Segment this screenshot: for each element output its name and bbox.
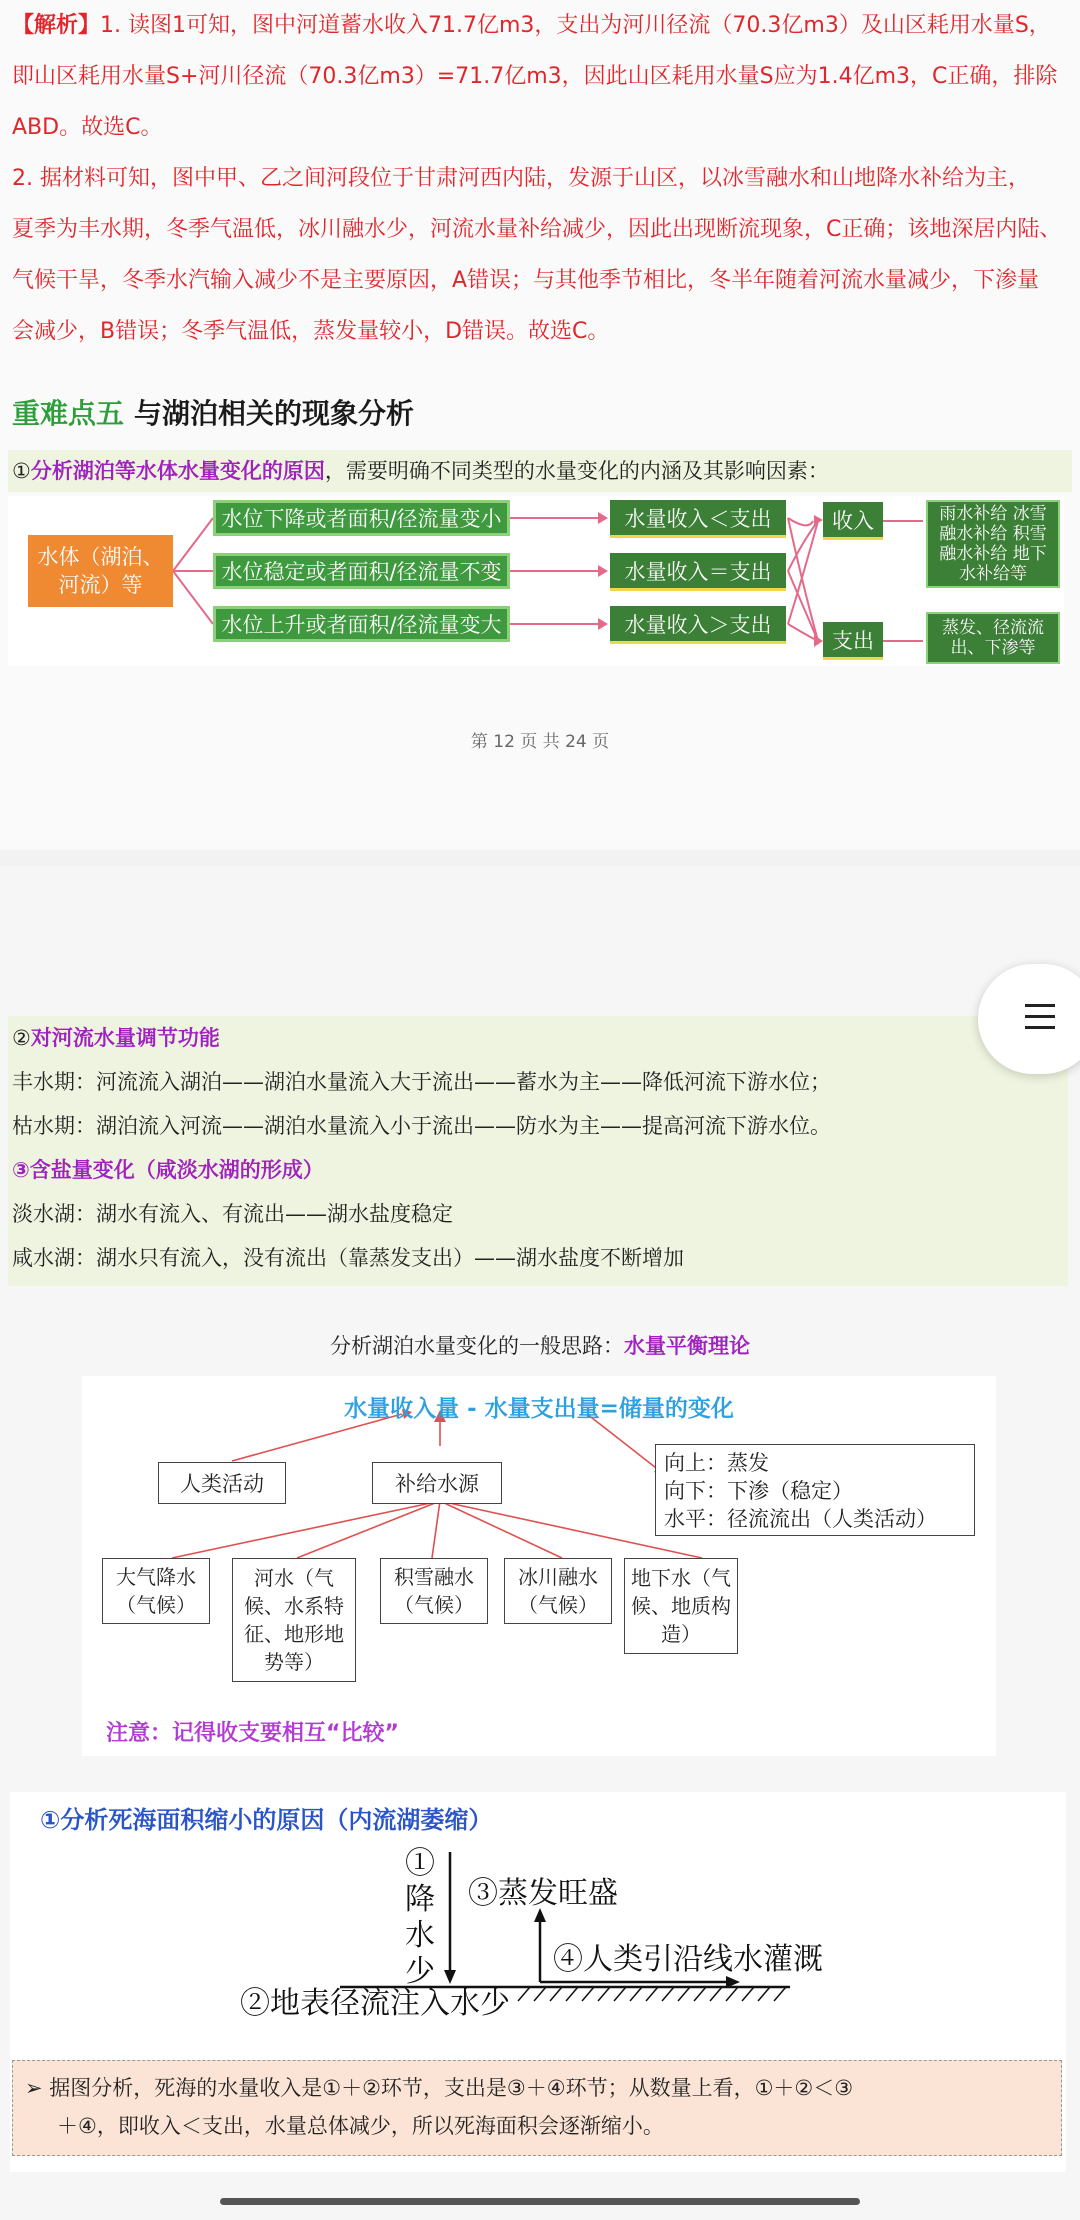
state-box-increase: 水位上升或者面积/径流量变大 xyxy=(213,606,510,642)
source-precipitation: 大气降水（气候） xyxy=(102,1558,210,1624)
output-horizontal: 水平：径流流出（人类活动） xyxy=(664,1507,937,1531)
label-irrigation: ④人类引沿线水灌溉 xyxy=(553,1942,823,1977)
income-items-box: 雨水补给 冰雪融水补给 积雪融水补给 地下水补给等 xyxy=(926,500,1060,588)
source-river: 河水（气候、水系特征、地形地势等） xyxy=(232,1558,356,1682)
analysis-line: 即山区耗用水量S+河川径流（70.3亿m3）=71.7亿m3，因此山区耗用水量S应为1.4亿m3，C正确，排除 xyxy=(12,64,1058,89)
water-change-flowchart xyxy=(8,496,1064,666)
analysis-line: 气候干旱，冬季水汽输入减少不是主要原因，A错误；与其他季节相比，冬半年随着河流水量减少，下渗量 xyxy=(12,268,1040,293)
subsection-text: ，需要明确不同类型的水量变化的内涵及其影响因素： xyxy=(324,459,829,483)
caption-highlight: 水量平衡理论 xyxy=(624,1334,750,1358)
section-heading xyxy=(12,392,414,432)
supply-source-box: 补给水源 xyxy=(372,1462,502,1504)
balance-box-equal: 水量收入＝支出 xyxy=(610,553,786,591)
analysis-tag: 【解析】 xyxy=(12,13,101,38)
label-precipitation: ①降水少 xyxy=(405,1846,435,1989)
income-box: 收入 xyxy=(823,502,883,540)
section-title: 与湖泊相关的现象分析 xyxy=(134,397,415,430)
source-glacier: 冰川融水（气候） xyxy=(504,1558,612,1624)
subsection-water-change xyxy=(8,450,1072,492)
dead-sea-diagram xyxy=(10,1792,1066,2062)
hamburger-menu-icon xyxy=(1025,1004,1055,1037)
regulation-wet: 丰水期：河流流入湖泊——湖泊水量流入大于流出——蓄水为主——降低河流下游水位； xyxy=(12,1070,831,1094)
balance-caption xyxy=(0,1330,1080,1360)
home-indicator[interactable] xyxy=(220,2198,860,2205)
water-balance-diagram xyxy=(82,1376,996,1756)
document-page-1 xyxy=(0,0,1080,850)
dead-sea-title: ①分析死海面积缩小的原因（内流湖萎缩） xyxy=(40,1806,493,1834)
expense-box: 支出 xyxy=(823,622,883,660)
dead-sea-analysis xyxy=(12,2060,1062,2156)
regulation-num: ② xyxy=(12,1026,31,1050)
source-groundwater: 地下水（气候、地质构造） xyxy=(624,1558,738,1654)
analysis-line: ABD。故选C。 xyxy=(12,115,163,140)
source-snowmelt: 积雪融水（气候） xyxy=(380,1558,488,1624)
analysis-line: 1. 读图1可知，图中河道蓄水收入71.7亿m3，支出为河川径流（70.3亿m3）及山区耗用水量S， xyxy=(100,13,1051,38)
salinity-title: 含盐量变化（咸淡水湖的形成） xyxy=(29,1158,324,1182)
analysis-line: 2. 据材料可知，图中甲、乙之间河段位于甘肃河西内陆，发源于山区，以冰雪融水和山地降水补给为主， xyxy=(12,166,1030,191)
dead-sea-section xyxy=(10,1792,1066,2172)
salinity-num: ③ xyxy=(12,1158,30,1182)
regulation-title: 对河流水量调节功能 xyxy=(30,1026,220,1050)
output-up: 向上：蒸发 xyxy=(664,1451,769,1475)
salinity-heading xyxy=(12,1154,324,1184)
section-label: 重难点五 xyxy=(12,397,125,430)
salinity-fresh: 淡水湖：湖水有流入、有流出——湖水盐度稳定 xyxy=(12,1202,453,1226)
subsection-num: ① xyxy=(12,459,31,483)
balance-formula: 水量收入量 - 水量支出量=储量的变化 xyxy=(344,1396,734,1422)
state-box-decrease: 水位下降或者面积/径流量变小 xyxy=(213,500,510,536)
lake-functions-block xyxy=(8,1016,1068,1286)
label-runoff: ②地表径流注入水少 xyxy=(240,1986,510,2021)
diagram-note: 注意：记得收支要相互“比较” xyxy=(106,1721,399,1746)
state-box-stable: 水位稳定或者面积/径流量不变 xyxy=(213,553,510,589)
subsection-highlight: 分析湖泊等水体水量变化的原因 xyxy=(30,459,325,483)
water-body-box: 水体（湖泊、河流）等 xyxy=(28,535,173,607)
analysis-line: 夏季为丰水期，冬季气温低，冰川融水少，河流水量补给减少，因此出现断流现象，C正确；该地深居内陆、 xyxy=(12,217,1062,242)
menu-button[interactable] xyxy=(978,964,1080,1074)
regulation-heading xyxy=(12,1022,220,1052)
balance-box-less: 水量收入＜支出 xyxy=(610,500,786,538)
human-activity-box: 人类活动 xyxy=(158,1462,286,1504)
output-down: 向下：下渗（稳定） xyxy=(664,1479,853,1503)
label-evaporation: ③蒸发旺盛 xyxy=(468,1876,618,1911)
regulation-dry: 枯水期：湖泊流入河流——湖泊水量流入小于流出——防水为主——提高河流下游水位。 xyxy=(12,1114,831,1138)
analysis-text xyxy=(12,0,1072,357)
outputs-box xyxy=(655,1444,975,1536)
page-number: 第 12 页 共 24 页 xyxy=(470,732,610,752)
expense-items-box: 蒸发、径流流出、下渗等 xyxy=(926,612,1060,664)
analysis-line: 会减少，B错误；冬季气温低，蒸发量较小，D错误。故选C。 xyxy=(12,319,610,344)
caption-prefix: 分析湖泊水量变化的一般思路： xyxy=(330,1334,624,1358)
balance-box-greater: 水量收入＞支出 xyxy=(610,606,786,644)
dead-sea-analysis-line: ➢ 据图分析，死海的水量收入是①＋②环节，支出是③＋④环节；从数量上看，①＋②＜③ xyxy=(25,2076,854,2100)
salinity-salt: 咸水湖：湖水只有流入，没有流出（靠蒸发支出）——湖水盐度不断增加 xyxy=(12,1246,684,1270)
dead-sea-analysis-line: ＋④，即收入＜支出，水量总体减少，所以死海面积会逐渐缩小。 xyxy=(57,2114,664,2138)
